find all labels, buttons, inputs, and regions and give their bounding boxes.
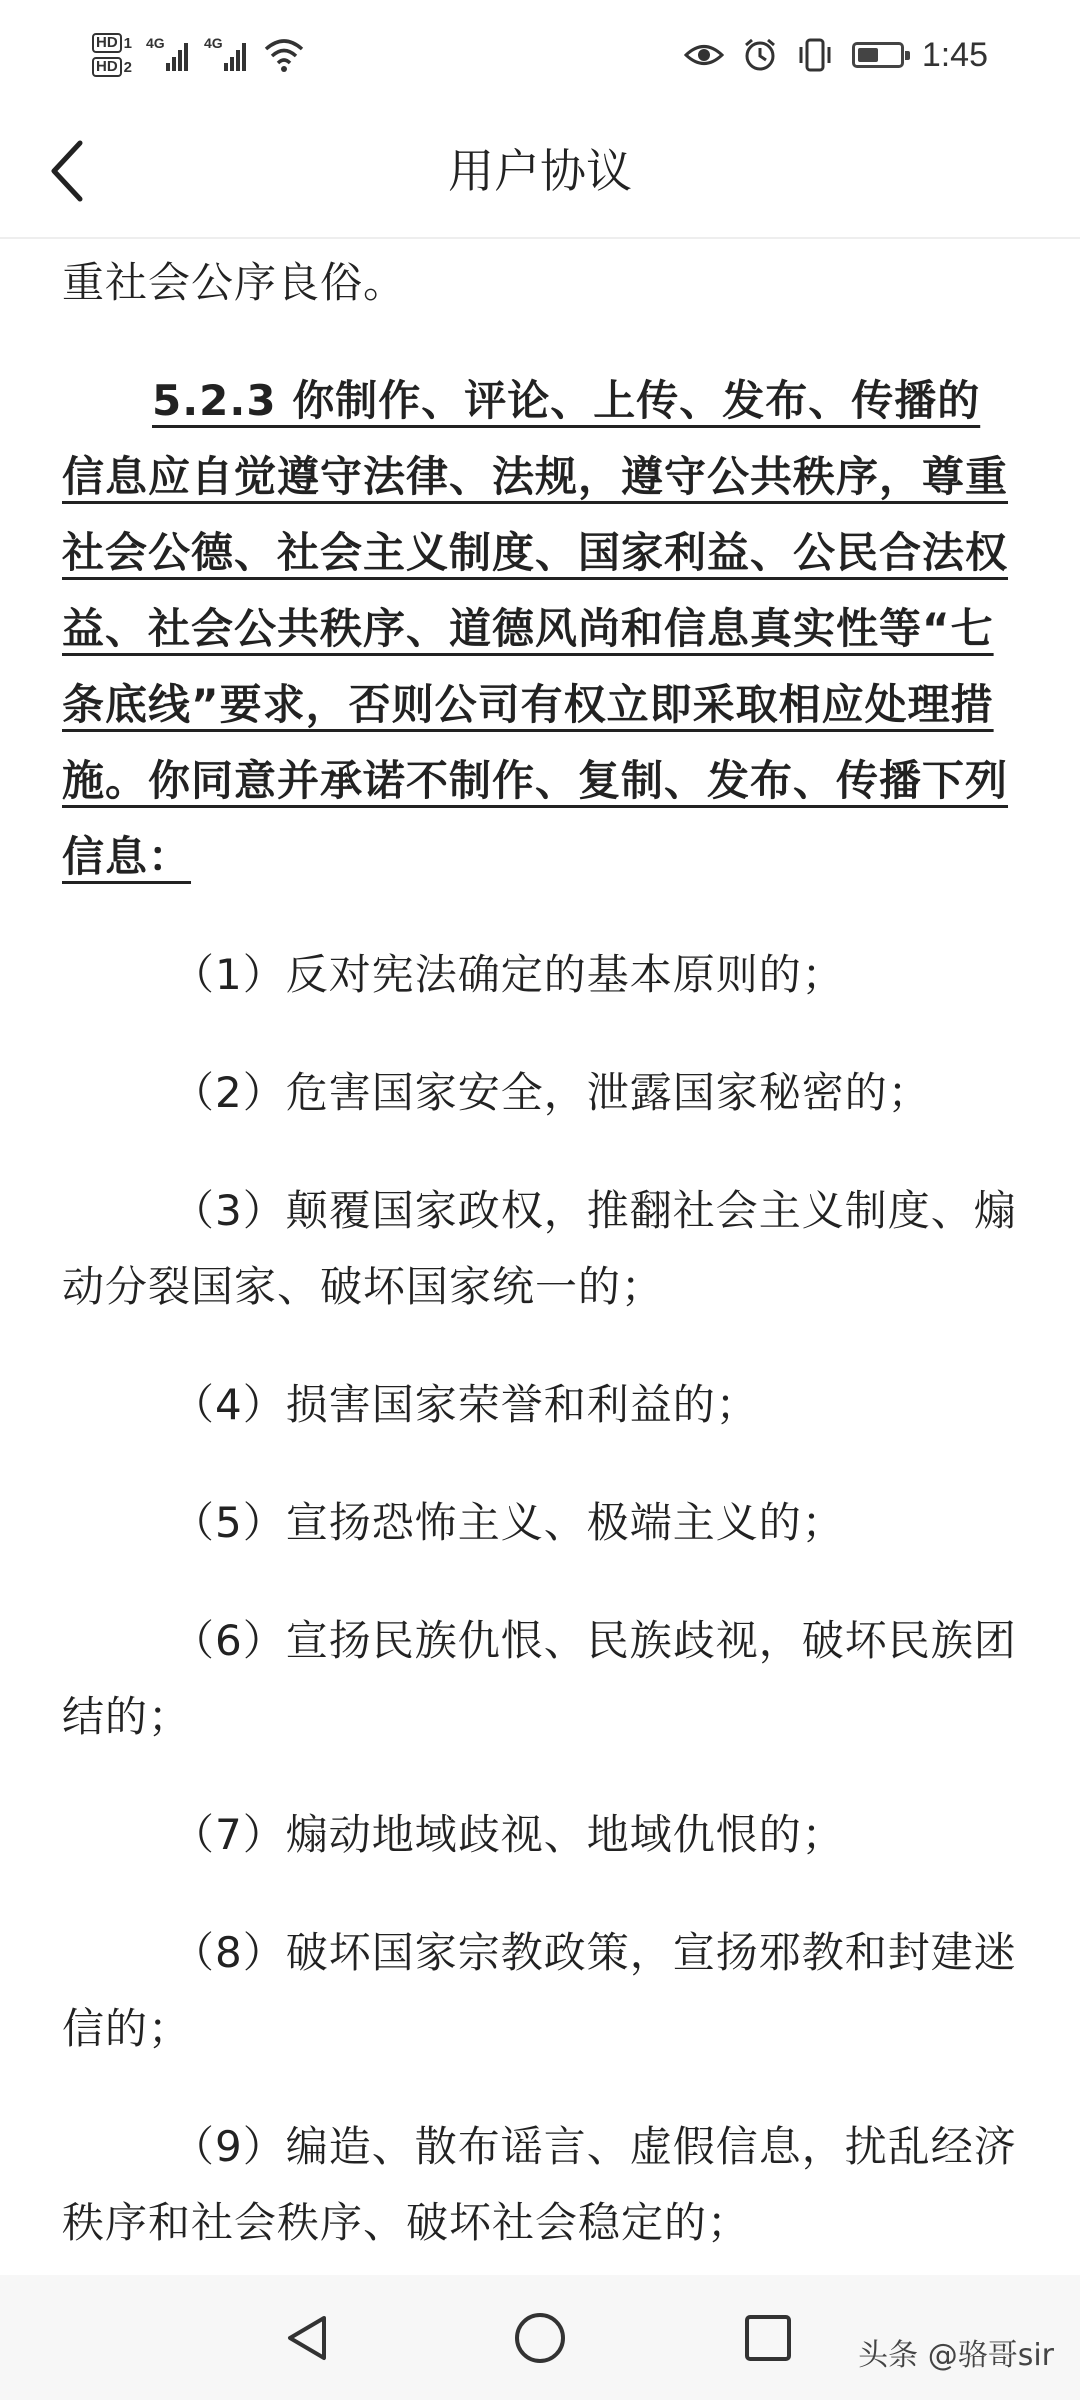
status-bar (0, 0, 1080, 105)
sim1-index: 1 (123, 34, 133, 52)
nav-back-button[interactable] (273, 2303, 343, 2373)
wifi-icon (262, 35, 306, 75)
eye-icon (684, 40, 724, 70)
list-item: （1）反对宪法确定的基本原则的； (172, 950, 845, 999)
network-type-2: 4G (204, 35, 223, 51)
watermark: 头条 @骆哥sir (858, 2338, 1054, 2373)
status-left (92, 20, 306, 90)
sim2-hd-icon (92, 57, 132, 77)
list-item: （2）危害国家安全，泄露国家秘密的； (172, 1068, 931, 1117)
back-triangle-icon (280, 2310, 336, 2366)
sim1-hd-label: HD (92, 33, 122, 53)
home-circle-icon (512, 2310, 568, 2366)
sim2-index: 2 (123, 58, 133, 76)
app-header (0, 105, 1080, 239)
signal-icon-2 (204, 35, 248, 75)
list-item: （9）编造、散布谣言、虚假信息，扰乱经济秩序和社会秩序、破坏社会稳定的； (62, 2122, 1017, 2247)
alarm-icon (742, 37, 778, 73)
recent-square-icon (740, 2310, 796, 2366)
sim2-hd-label: HD (92, 57, 122, 77)
list-item: （5）宣扬恐怖主义、极端主义的； (172, 1498, 845, 1547)
list-item: （8）破坏国家宗教政策，宣扬邪教和封建迷信的； (62, 1928, 1017, 2053)
intro-text: 重社会公序良俗。 (62, 258, 407, 307)
sim1-hd-icon (92, 33, 132, 53)
agreement-content[interactable] (62, 245, 1022, 2275)
signal-icon (146, 35, 190, 75)
page-title: 用户协议 (448, 144, 632, 198)
battery-level (858, 48, 878, 62)
list-item: （6）宣扬民族仇恨、民族歧视，破坏民族团结的； (62, 1616, 1017, 1741)
clause-5-2-3: 5.2.3 你制作、评论、上传、发布、传播的信息应自觉遵守法律、法规，遵守公共秩序，尊重社会公德、社会主义制度、国家利益、公民合法权益、社会公共秩序、道德风尚和信息真实性等“七条底线”要求，否则公司有权立即采取相应处理措施。你同意并承诺不制作、复制、发布、传播下列信息： (62, 376, 1009, 881)
hd-indicators (92, 33, 132, 77)
list-item: （3）颠覆国家政权，推翻社会主义制度、煽动分裂国家、破坏国家统一的； (62, 1186, 1017, 1311)
battery-icon (852, 42, 904, 68)
clock: 1:45 (921, 35, 988, 74)
nav-home-button[interactable] (505, 2303, 575, 2373)
network-type-1: 4G (146, 35, 165, 51)
vibrate-icon (796, 36, 834, 74)
list-item: （4）损害国家荣誉和利益的； (172, 1380, 759, 1429)
list-item: （7）煽动地域歧视、地域仇恨的； (172, 1810, 845, 1859)
status-right (684, 20, 988, 90)
nav-recent-button[interactable] (733, 2303, 803, 2373)
